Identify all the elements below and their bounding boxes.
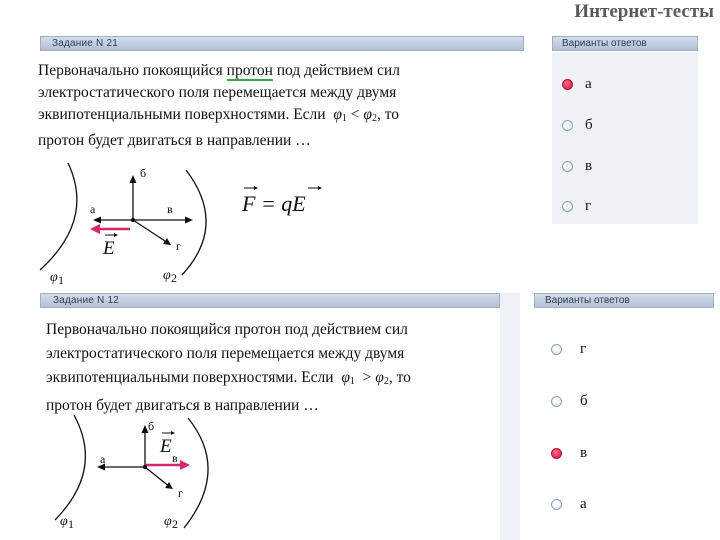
task2-option-2[interactable]	[551, 393, 588, 410]
task2-option-3[interactable]	[551, 445, 587, 462]
task1-text-line3-end: , то	[376, 106, 400, 123]
E-vector-label: E	[103, 238, 115, 259]
equipotential-surface-2	[184, 418, 208, 528]
task2-compare-sign: >	[362, 369, 372, 386]
option-label: б	[580, 393, 588, 409]
phi-subscript: 2	[383, 376, 389, 387]
label-v: в	[172, 451, 178, 465]
option-label: г	[580, 341, 587, 357]
task1-text-keyword: протон	[226, 62, 273, 79]
label-g: г	[176, 239, 181, 253]
task1-text-line3: эквипотенциальными поверхностями. Если	[38, 106, 326, 123]
radio-button[interactable]	[551, 344, 562, 355]
phi1-label: φ	[50, 270, 58, 285]
label-g: г	[178, 486, 183, 500]
formula: F = qE	[242, 191, 306, 216]
task1-header: Задание N 21	[40, 36, 524, 51]
radio-button-selected[interactable]	[551, 448, 562, 459]
task1-text-line4: протон будет двигаться в направлении …	[38, 132, 311, 149]
label-a: а	[90, 202, 96, 216]
task2-text-line1: Первоначально покоящийся протон под действием сил	[46, 321, 408, 338]
option-label: в	[585, 158, 593, 174]
phi1-label: φ	[60, 514, 68, 529]
task2-text-line3-end: , то	[388, 369, 411, 386]
phi-symbol: φ	[375, 369, 384, 386]
E-vector-label: E	[160, 436, 172, 457]
phi2-sub: 2	[171, 271, 177, 285]
option-label: а	[585, 76, 592, 92]
page-title: Интернет-тесты	[574, 1, 714, 22]
phi-subscript: 1	[349, 376, 355, 387]
phi-subscript: 2	[371, 113, 377, 124]
task2-header: Задание N 12	[40, 293, 500, 308]
label-b: б	[140, 166, 147, 180]
task2-option-4[interactable]	[551, 496, 587, 513]
phi1-sub: 1	[58, 273, 64, 287]
phi-symbol: φ	[363, 106, 372, 123]
label-v: в	[167, 202, 173, 216]
task1-text-line2: электростатического поля перемещается между двумя	[38, 84, 397, 101]
option-label: в	[580, 445, 588, 461]
label-a: а	[100, 452, 106, 466]
phi2-sub: 2	[172, 517, 178, 531]
phi-symbol: φ	[333, 106, 342, 123]
direction-line-g	[145, 467, 170, 487]
option-label: г	[585, 198, 592, 214]
field-arrowhead	[180, 460, 190, 470]
task1-text-line1b: под действием сил	[272, 62, 400, 79]
task2-text-line4: протон будет двигаться в направлении …	[46, 397, 319, 414]
task2-answers-header: Варианты ответов	[534, 293, 714, 308]
option-label: б	[585, 117, 593, 133]
task1-answers-header: Варианты ответов	[552, 36, 698, 51]
phi-symbol: φ	[341, 369, 350, 386]
label-b: б	[148, 419, 155, 433]
task2-option-1[interactable]	[551, 341, 586, 358]
arrowhead-g	[165, 482, 173, 489]
task2-text-line2: электростатического поля перемещается между двумя	[46, 345, 405, 362]
phi2-label: φ	[163, 268, 171, 283]
radio-button[interactable]	[551, 499, 562, 510]
proton-dot	[143, 465, 147, 469]
option-label: а	[580, 496, 587, 512]
E-vector-bar-head	[171, 431, 175, 435]
equipotential-surface-1	[55, 415, 85, 520]
task1-compare-sign: <	[350, 106, 360, 123]
task2-text-line3: эквипотенциальными поверхностями. Если	[46, 369, 334, 386]
phi2-label: φ	[164, 514, 172, 529]
phi1-sub: 1	[68, 517, 74, 531]
radio-button[interactable]	[551, 396, 562, 407]
phi-subscript: 1	[341, 113, 347, 124]
task1-text-line1a: Первоначально покоящийся	[38, 62, 227, 79]
